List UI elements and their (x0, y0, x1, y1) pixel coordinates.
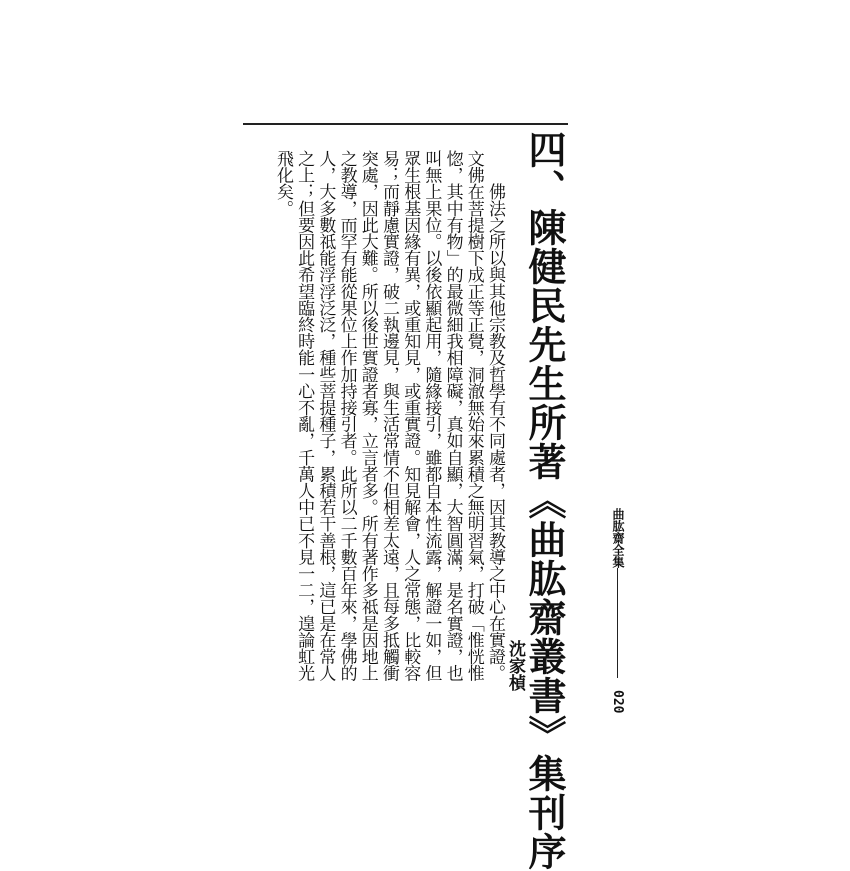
article-author: 沈家楨 (505, 640, 525, 691)
running-header: 曲肱齋全集 (611, 508, 625, 568)
top-rule-divider (243, 123, 568, 125)
article-body: 佛法之所以與其他宗教及哲學有不同處者，因其教導之中心在實證。 文佛在菩提樹下成正等正覺，洞澈無始來累積之無明習氣，打破「惟恍惟 惚，其中有物」的最微細我相障礙，真如自顯，大智圓滿，是名實證，也 叫無上果位。以後依顯起用，隨緣接引，雖都自本性流露，解證一如，但 眾生根基因緣有異，或重知見，或重實證。知見解會，人之常態，比較容 易；而靜慮實證，破二執邊見，與生活常情不但相差太遠，且每多抵觸衝 突處，因此大難。所以後世實證者寡，立言者多。所有著作多祗是因地上 之教導，而罕有能從果位上作加持接引者。此所以二千數百年來，學佛的 人，大多數祗能浮浮泛泛，種些菩提種子，累積若干善根，這已是在常人 之上；但要因此希望臨終時能一心不亂，千萬人中已不見一二，遑論虹光 飛化矣。 (272, 150, 505, 682)
header-rule (617, 568, 618, 678)
page-number: 020 (610, 690, 625, 714)
article-title: 四、陳健民先生所著《曲肱齋叢書》集刊序 (522, 130, 566, 871)
